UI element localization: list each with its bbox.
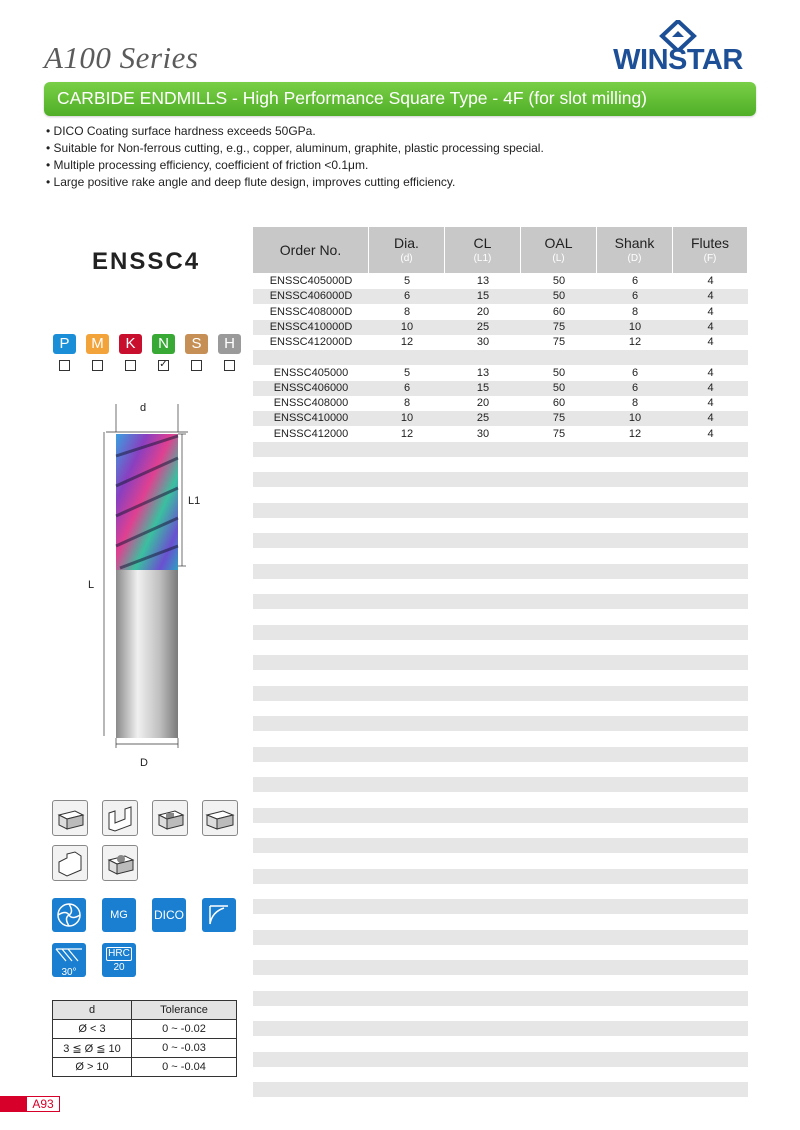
- table-cell: 4: [707, 336, 714, 348]
- table-cell: 6: [631, 290, 639, 303]
- table-cell: 75: [552, 412, 566, 425]
- table-cell: ENSSC405000D: [269, 275, 353, 287]
- table-row: [253, 503, 748, 518]
- table-cell: 50: [552, 275, 566, 287]
- table-row: [253, 289, 748, 304]
- tolerance-row: [53, 1039, 237, 1058]
- pocket-milling-icon: [152, 800, 188, 836]
- table-row: [253, 411, 748, 426]
- table-cell: 8: [631, 305, 639, 318]
- table-cell: 10: [628, 320, 642, 333]
- dim-d-label: d: [140, 402, 147, 414]
- table-cell: 20: [476, 305, 490, 318]
- endmill-drawing: [60, 396, 240, 774]
- mg-grade-icon: MG: [102, 898, 136, 932]
- table-row: [253, 1037, 748, 1052]
- table-cell: 4: [707, 412, 714, 425]
- column-title: Flutes: [690, 235, 730, 251]
- table-row: [253, 823, 748, 838]
- table-row: [253, 1082, 748, 1097]
- page-number: A93: [26, 1096, 60, 1112]
- face-milling-icon: [52, 800, 88, 836]
- material-badge: N: [152, 334, 175, 354]
- tolerance-row: [53, 1058, 237, 1077]
- table-row: [253, 350, 748, 365]
- four-flute-icon: [52, 898, 86, 932]
- column-unit: (d): [400, 253, 413, 264]
- material-badge: H: [218, 334, 241, 354]
- table-cell: 10: [400, 320, 414, 333]
- table-row: [253, 518, 748, 533]
- column-title: Dia.: [394, 235, 419, 251]
- plunge-milling-icon: [102, 845, 138, 881]
- table-cell: ENSSC412000D: [269, 336, 353, 348]
- table-cell: ENSSC406000D: [269, 290, 353, 303]
- material-checkbox: [59, 360, 70, 371]
- table-cell: 60: [552, 397, 566, 409]
- table-cell: 6: [631, 381, 639, 394]
- table-cell: 25: [476, 412, 490, 425]
- table-row: [253, 869, 748, 884]
- column-header: [597, 227, 673, 273]
- table-cell: 30: [476, 336, 490, 348]
- column-header: [521, 227, 597, 273]
- table-row: [253, 777, 748, 792]
- table-row: [253, 442, 748, 457]
- tolerance-header-row: [53, 1001, 237, 1020]
- column-title: OAL: [544, 235, 573, 251]
- material-m: [86, 334, 109, 371]
- table-row: [253, 838, 748, 853]
- corner-profile-icon: [202, 898, 236, 932]
- table-cell: ENSSC410000D: [269, 320, 353, 333]
- material-h: [218, 334, 241, 371]
- table-cell: 12: [400, 427, 414, 440]
- table-row: [253, 366, 748, 381]
- dico-coating-icon: DICO: [152, 898, 186, 932]
- table-cell: 10: [628, 412, 642, 425]
- dim-l1-label: L1: [188, 495, 201, 507]
- table-cell: 4: [707, 397, 714, 409]
- table-cell: 5: [403, 366, 411, 379]
- table-row: [253, 747, 748, 762]
- feature-item: • Multiple processing efficiency, coefficient of friction <0.1μm.: [46, 157, 544, 174]
- table-row: [253, 1098, 748, 1113]
- table-row: [253, 915, 748, 930]
- table-row: [253, 793, 748, 808]
- tolerance-cell: 0 ~ -0.02: [132, 1020, 237, 1039]
- material-badge: K: [119, 334, 142, 354]
- table-row: [253, 1021, 748, 1036]
- feature-list: [46, 123, 544, 191]
- table-cell: 25: [476, 320, 490, 333]
- table-cell: 15: [476, 381, 490, 394]
- table-cell: ENSSC405000: [273, 366, 349, 379]
- table-row: [253, 732, 748, 747]
- tolerance-table: [52, 1000, 237, 1077]
- column-unit: (D): [627, 253, 642, 264]
- feature-item: • Suitable for Non-ferrous cutting, e.g., copper, aluminum, graphite, plastic processing special.: [46, 140, 544, 157]
- table-row: [253, 427, 748, 442]
- table-cell: 13: [476, 275, 490, 287]
- table-row: [253, 625, 748, 640]
- table-cell: 6: [631, 275, 639, 287]
- table-cell: 50: [552, 381, 566, 394]
- table-row: [253, 381, 748, 396]
- table-row: [253, 762, 748, 777]
- column-header: [369, 227, 445, 273]
- material-checkbox: ✓: [159, 359, 168, 370]
- table-cell: 4: [707, 381, 714, 394]
- table-row: [253, 533, 748, 548]
- material-s: [185, 334, 208, 371]
- table-cell: 50: [552, 290, 566, 303]
- table-cell: 4: [707, 427, 714, 440]
- table-row: [253, 640, 748, 655]
- column-title: Shank: [614, 235, 655, 251]
- table-cell: 4: [707, 320, 714, 333]
- column-unit: (L): [552, 253, 565, 264]
- table-row: [253, 396, 748, 411]
- material-checkbox: [191, 360, 202, 371]
- table-cell: ENSSC408000D: [269, 305, 353, 318]
- product-code: ENSSC4: [92, 248, 201, 275]
- table-row: [253, 686, 748, 701]
- column-unit: (F): [703, 253, 717, 264]
- table-cell: 50: [552, 366, 566, 379]
- series-title: A100 Series: [44, 40, 199, 75]
- column-header: [673, 227, 748, 273]
- table-row: [253, 610, 748, 625]
- table-cell: 75: [552, 427, 566, 440]
- table-row: [253, 960, 748, 975]
- table-row: [253, 808, 748, 823]
- material-badge: M: [86, 334, 109, 354]
- table-row: [253, 854, 748, 869]
- tolerance-cell: 0 ~ -0.03: [132, 1039, 237, 1058]
- hardness-value: 20: [113, 962, 125, 973]
- table-row: [253, 976, 748, 991]
- column-header: [445, 227, 521, 273]
- tolerance-header: Tolerance: [132, 1001, 237, 1020]
- slot-milling-icon: [102, 800, 138, 836]
- table-row: [253, 274, 748, 289]
- page-number-bar: [0, 1096, 26, 1112]
- table-row: [253, 884, 748, 899]
- material-n: [152, 334, 175, 371]
- tolerance-cell: 3 ≦ Ø ≦ 10: [53, 1039, 132, 1058]
- table-row: [253, 305, 748, 320]
- table-cell: 75: [552, 336, 566, 348]
- brand-name: WINSTAR: [613, 44, 743, 76]
- category-banner: [44, 82, 756, 116]
- table-cell: 6: [403, 381, 411, 394]
- table-cell: 4: [707, 275, 714, 287]
- table-cell: 6: [631, 366, 639, 379]
- material-checkbox: [125, 360, 136, 371]
- table-row: [253, 564, 748, 579]
- dim-l-label: L: [88, 579, 95, 591]
- material-badge: S: [185, 334, 208, 354]
- table-cell: 12: [628, 336, 642, 348]
- material-badges: [53, 334, 241, 371]
- table-row: [253, 1067, 748, 1082]
- hardness-label: HRC: [106, 947, 132, 961]
- material-k: [119, 334, 142, 371]
- table-row: [253, 320, 748, 335]
- table-cell: ENSSC408000: [273, 397, 349, 409]
- table-cell: 60: [552, 305, 566, 318]
- column-header: [253, 227, 369, 273]
- table-row: [253, 472, 748, 487]
- table-cell: 20: [476, 397, 490, 409]
- table-row: [253, 991, 748, 1006]
- tolerance-cell: Ø > 10: [53, 1058, 132, 1077]
- table-cell: 4: [707, 290, 714, 303]
- table-row: [253, 457, 748, 472]
- helix-angle-icon: [52, 943, 86, 977]
- table-row: [253, 716, 748, 731]
- feature-item: • DICO Coating surface hardness exceeds 50GPa.: [46, 123, 544, 140]
- table-row: [253, 655, 748, 670]
- table-row: [253, 1052, 748, 1067]
- table-row: [253, 671, 748, 686]
- table-cell: 12: [400, 336, 414, 348]
- dim-shank-label: D: [140, 757, 148, 769]
- tolerance-header: d: [53, 1001, 132, 1020]
- table-cell: ENSSC410000: [273, 412, 349, 425]
- table-cell: ENSSC412000: [273, 427, 349, 440]
- tolerance-cell: Ø < 3: [53, 1020, 132, 1039]
- table-row: [253, 594, 748, 609]
- table-cell: 12: [628, 427, 642, 440]
- table-row: [253, 701, 748, 716]
- table-cell: 6: [403, 290, 411, 303]
- material-p: [53, 334, 76, 371]
- material-badge: P: [53, 334, 76, 354]
- table-row: [253, 335, 748, 350]
- table-cell: 75: [552, 320, 566, 333]
- table-row: [253, 579, 748, 594]
- banner-text: CARBIDE ENDMILLS - High Performance Square Type - 4F (for slot milling): [57, 88, 648, 108]
- helix-angle-value: 30°: [61, 967, 77, 978]
- column-title: Order No.: [279, 242, 342, 258]
- table-cell: 13: [476, 366, 490, 379]
- column-title: CL: [473, 235, 492, 251]
- tolerance-cell: 0 ~ -0.04: [132, 1058, 237, 1077]
- table-cell: 4: [707, 305, 714, 318]
- feature-item: • Large positive rake angle and deep flute design, improves cutting efficiency.: [46, 174, 544, 191]
- material-checkbox: [224, 360, 235, 371]
- table-row: [253, 488, 748, 503]
- step-milling-icon: [52, 845, 88, 881]
- material-checkbox: [92, 360, 103, 371]
- table-row: [253, 549, 748, 564]
- table-cell: 8: [403, 305, 411, 318]
- spec-table-header: [253, 227, 748, 273]
- table-cell: 8: [631, 397, 639, 409]
- table-cell: 5: [403, 275, 411, 287]
- column-unit: (L1): [473, 253, 492, 264]
- side-milling-icon: [202, 800, 238, 836]
- table-cell: 10: [400, 412, 414, 425]
- table-cell: 15: [476, 290, 490, 303]
- table-row: [253, 945, 748, 960]
- table-row: [253, 930, 748, 945]
- table-cell: ENSSC406000: [273, 381, 349, 394]
- table-row: [253, 899, 748, 914]
- table-row: [253, 1006, 748, 1021]
- winstar-logo: [598, 20, 758, 80]
- table-cell: 4: [707, 366, 714, 379]
- tolerance-row: [53, 1020, 237, 1039]
- hardness-icon: [102, 943, 136, 977]
- table-cell: 8: [403, 397, 411, 409]
- table-cell: 30: [476, 427, 490, 440]
